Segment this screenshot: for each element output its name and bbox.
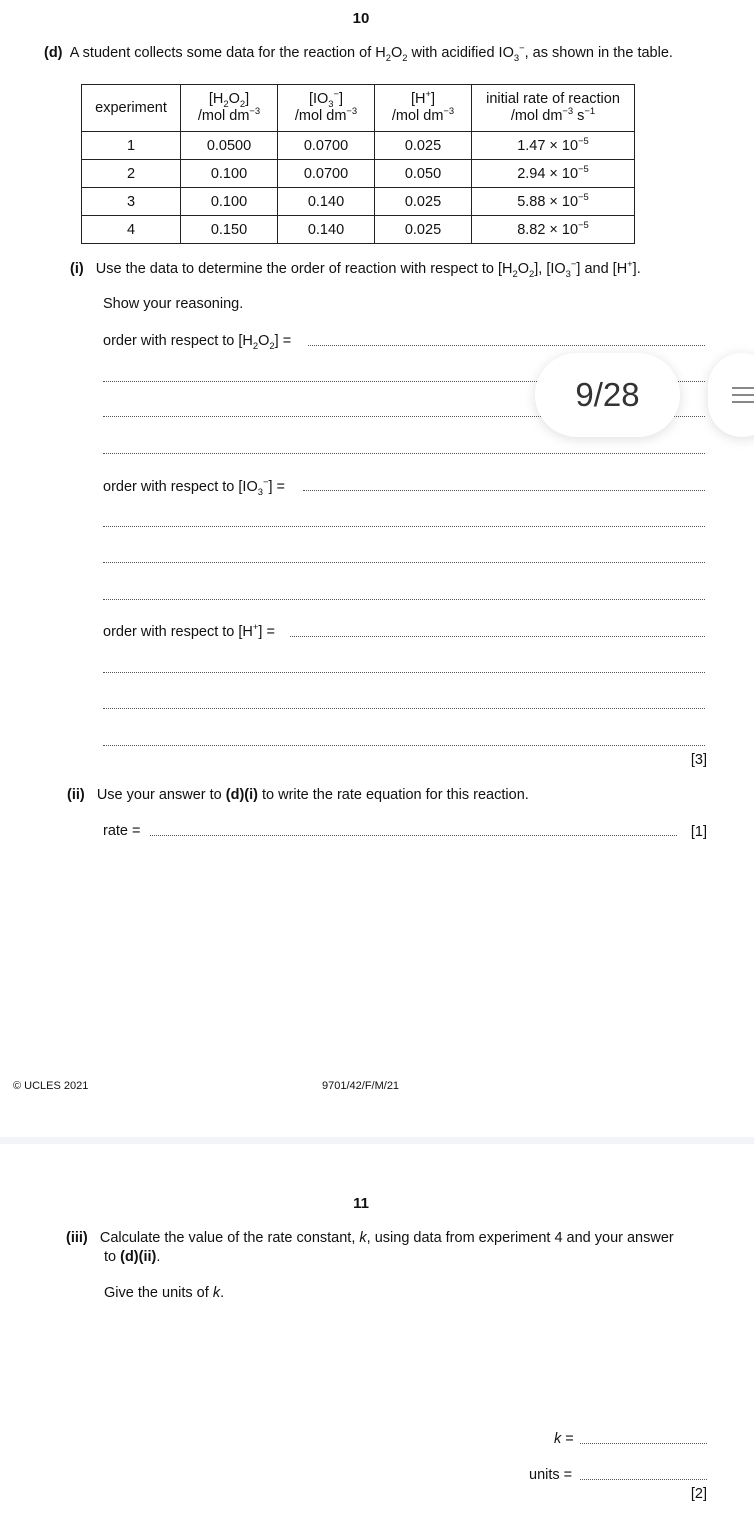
table-row: 1 0.0500 0.0700 0.025 $1.47 \times 10^{-5}$ — [82, 132, 635, 160]
header-rate: initial rate of reaction /mol $dm^{-3}$ $s^{-1}$ — [472, 85, 635, 132]
order-io3-label: order with respect to $[IO_3^-]$ = — [103, 476, 285, 497]
page-divider — [0, 1137, 754, 1144]
question-d-intro: (d) A student collects some data for the reaction of $H_2O_2$ with acidified $IO_3^-$, as shown in the table. — [44, 42, 673, 63]
mark-allocation: [1] — [690, 824, 707, 840]
answer-line[interactable] — [103, 526, 705, 527]
question-iii-text: (iii) Calculate the value of the rate constant, k, using data from experiment 4 and your answer — [66, 1230, 674, 1246]
mark-allocation: [2] — [690, 1486, 707, 1502]
header-h: [H+] /mol $dm^{-3}$ — [375, 85, 472, 132]
page-number: 11 — [353, 1195, 369, 1212]
mark-allocation: [3] — [690, 752, 707, 768]
table-row: 3 0.100 0.140 0.025 $5.88 \times 10^{-5}$ — [82, 188, 635, 216]
page-number: 10 — [352, 10, 370, 27]
answer-line[interactable] — [103, 745, 705, 746]
answer-line[interactable] — [103, 562, 705, 563]
header-experiment: experiment — [82, 85, 181, 132]
table-row: 2 0.100 0.0700 0.050 $2.94 \times 10^{-5}$ — [82, 160, 635, 188]
hamburger-menu-icon[interactable] — [708, 353, 754, 437]
data-table — [81, 84, 635, 244]
answer-line[interactable] — [103, 453, 705, 454]
question-iii-text-line2: to (d)(ii). — [104, 1249, 161, 1265]
units-label: units = — [529, 1467, 573, 1483]
question-i-text: (i) Use the data to determine the order of reaction with respect to $[H_2O_2]$, $[IO_3^-]$ and [H+]. — [70, 258, 641, 279]
answer-line-order-io3[interactable] — [303, 490, 705, 491]
k-label: k = — [554, 1431, 574, 1447]
answer-line-units[interactable] — [580, 1479, 707, 1480]
question-ii-text: (ii) Use your answer to (d)(i) to write the rate equation for this reaction. — [67, 787, 529, 803]
answer-line[interactable] — [103, 708, 705, 709]
page-indicator[interactable]: 9/28 — [535, 353, 680, 437]
show-reasoning-text: Show your reasoning. — [103, 296, 244, 312]
answer-line-k[interactable] — [580, 1443, 707, 1444]
header-h2o2: $[H_2O_2]$ /mol $dm^{-3}$ — [181, 85, 278, 132]
answer-line[interactable] — [103, 599, 705, 600]
rate-label: rate = — [103, 823, 141, 839]
answer-line-order-h[interactable] — [290, 636, 705, 637]
header-io3: $[IO_3^-]$ /mol $dm^{-3}$ — [278, 85, 375, 132]
answer-line[interactable] — [103, 672, 705, 673]
order-h-label: order with respect to [H+] = — [103, 621, 275, 640]
question-label: (d) — [44, 45, 63, 61]
answer-line-rate[interactable] — [150, 835, 677, 836]
answer-line-order-h2o2[interactable] — [308, 345, 705, 346]
order-h2o2-label: order with respect to $[H_2O_2]$ = — [103, 333, 292, 351]
units-instruction: Give the units of k. — [104, 1285, 225, 1301]
paper-code: 9701/42/F/M/21 — [322, 1080, 400, 1092]
copyright: © UCLES 2021 — [13, 1080, 89, 1092]
table-row: 4 0.150 0.140 0.025 $8.82 \times 10^{-5}$ — [82, 216, 635, 244]
